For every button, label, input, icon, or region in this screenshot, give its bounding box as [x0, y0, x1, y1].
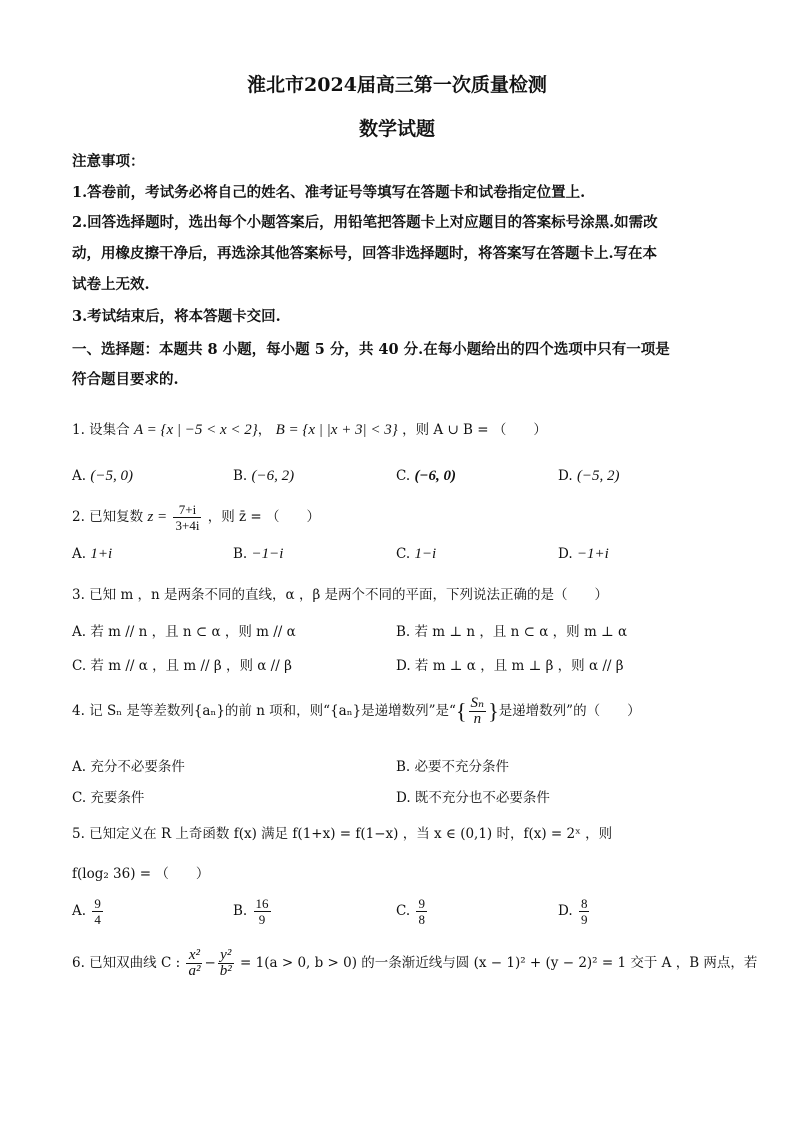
question-1-comma: ， — [257, 422, 272, 438]
question-2-ask: ，则 z̄ = （ ） — [207, 509, 321, 525]
section-heading-line-1: 一、选择题：本题共 8 小题，每小题 5 分，共 40 分.在每小题给出的四个选项中只有一项是 — [72, 341, 670, 358]
question-4-stem — [72, 696, 641, 727]
question-2-stem — [72, 502, 320, 533]
left-brace: { — [455, 698, 467, 724]
q1-option-b: B. (−6, 2) — [233, 468, 295, 484]
question-6-stem — [72, 948, 757, 979]
notice-item-1: 1.答卷前，考试务必将自己的姓名、准考证号等填写在答题卡和试卷指定位置上. — [72, 184, 586, 201]
question-6-fraction-x: $\frac{\text{x²}}{\text{a²}}$ — [188, 947, 201, 979]
question-1-stem — [72, 418, 547, 439]
question-5-line-1: 5. 已知定义在 R 上奇函数 f(x) 满足 f(1+x) = f(1−x) ，当 x ∈ (0,1) 时，f(x) = 2ˣ ，则 — [72, 826, 613, 842]
right-brace: } — [488, 698, 499, 724]
notice-heading: 注意事项： — [72, 153, 145, 170]
q4-option-c: C. 充要条件 — [72, 790, 145, 806]
q1-option-a: A. (−5, 0) — [72, 468, 133, 484]
section-heading-line-2: 符合题目要求的. — [72, 371, 179, 388]
question-4-pre: 4. 记 Sₙ 是等差数列{aₙ}的前 n 项和，则“{aₙ}是递增数列”是“ — [72, 703, 456, 719]
question-6-fraction-y: $\frac{\text{y²}}{\text{b²}}$ — [219, 947, 232, 979]
question-6-post: = 1(a > 0, b > 0) 的一条渐近线与圆 (x − 1)² + (y − 2)² = 1 交于 A ，B 两点，若 — [240, 955, 758, 971]
question-1-set-a: A = {x | −5 < x < 2} — [133, 422, 258, 438]
notice-item-2-line-2: 动，用橡皮擦干净后，再选涂其他答案标号，回答非选择题时，将答案写在答题卡上.写在本 — [72, 245, 658, 262]
q3-option-d: D. 若 m ⊥ α ，且 m ⊥ β ，则 α // β — [396, 658, 624, 674]
question-6-pre: 6. 已知双曲线 C : — [72, 955, 181, 971]
q5-option-b: B. $\frac{16}{9}$ — [233, 896, 269, 927]
q5-option-a: A. $\frac{9}{4}$ — [72, 896, 101, 927]
q2-option-b: B. −1−i — [233, 546, 284, 562]
q2-option-d: D. −1+i — [558, 546, 609, 562]
question-3-stem: 3. 已知 m ，n 是两条不同的直线，α ，β 是两个不同的平面，下列说法正确的是（ ） — [72, 587, 609, 603]
question-6-minus: − — [204, 955, 216, 971]
q5-option-d: D. $\frac{8}{9}$ — [558, 896, 588, 927]
notice-item-3: 3.考试结束后，将本答题卡交回. — [72, 308, 281, 325]
q1-option-c: C. (−6, 0) — [396, 468, 457, 484]
q5-option-c: C. $\frac{9}{8}$ — [396, 896, 425, 927]
exam-subtitle: 数学试题 — [358, 118, 435, 140]
q4-option-d: D. 既不充分也不必要条件 — [396, 790, 550, 806]
q4-option-a: A. 充分不必要条件 — [72, 759, 185, 775]
q2-option-a: A. 1+i — [72, 546, 113, 562]
q3-option-a: A. 若 m // n ，且 n ⊂ α ，则 m // α — [72, 624, 296, 640]
question-5-line-2: f(log₂ 36) = （ ） — [72, 866, 210, 882]
question-4-post: 是递增数列”的（ ） — [498, 703, 641, 719]
question-2-number: 2. 已知复数 — [72, 509, 144, 525]
question-2-z: z = — [147, 509, 168, 525]
question-4-fraction: $\frac{\text{Sₙ}}{n}$ — [470, 695, 485, 727]
q3-option-b: B. 若 m ⊥ n ，且 n ⊂ α ，则 m ⊥ α — [396, 624, 628, 640]
question-1-ask: ，则 A ∪ B = （ ） — [402, 422, 547, 438]
q2-option-c: C. 1−i — [396, 546, 437, 562]
notice-item-2-line-1: 2.回答选择题时，选出每个小题答案后，用铅笔把答题卡上对应题目的答案标号涂黑.如需改 — [72, 214, 658, 231]
question-2-fraction: $\frac{7+i}{3+4i}$ — [175, 502, 200, 533]
q1-option-d: D. (−5, 2) — [558, 468, 620, 484]
notice-item-2-line-3: 试卷上无效. — [72, 276, 150, 293]
exam-title: 淮北市2024届高三第一次质量检测 — [247, 74, 547, 96]
q3-option-c: C. 若 m // α ，且 m // β ，则 α // β — [72, 658, 292, 674]
q4-option-b: B. 必要不充分条件 — [396, 759, 510, 775]
question-1-number: 1. 设集合 — [72, 422, 130, 438]
question-1-set-b: B = {x | |x + 3| < 3} — [275, 422, 398, 438]
